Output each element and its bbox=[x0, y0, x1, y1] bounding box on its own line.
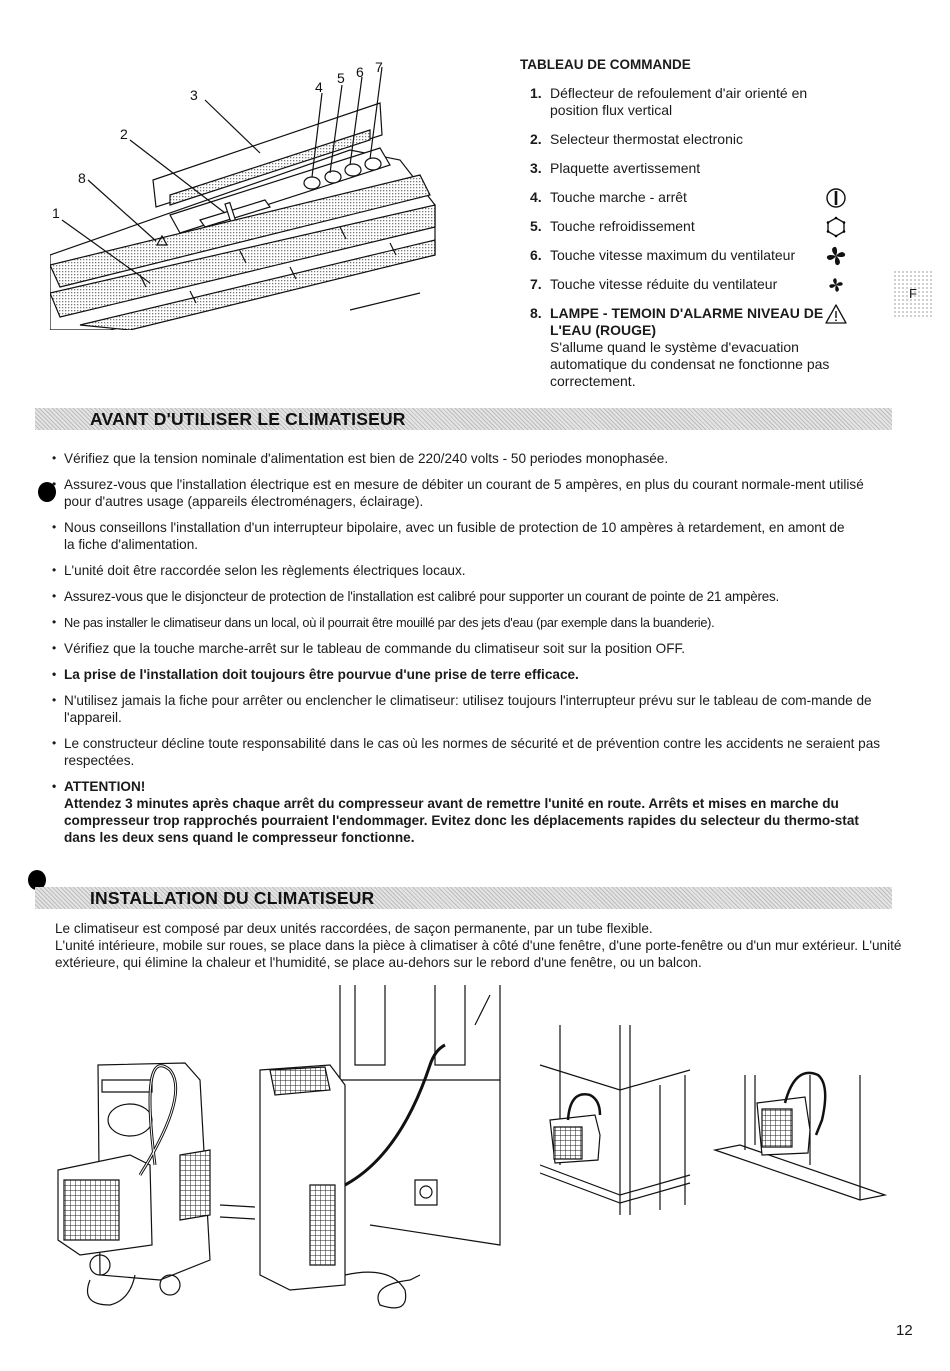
bullet-item: • N'utilisez jamais la fiche pour arrêter ou enclencher le climatiseur: utilisez toujours l'interrupteur prévu sur le tableau de com-mande de l'appareil. bbox=[52, 692, 894, 726]
bullet-item: • Vérifiez que la tension nominale d'alimentation est bien de 220/240 volts - 50 periodes monophasée. bbox=[52, 450, 902, 467]
callout-5: 5 bbox=[337, 70, 345, 86]
bullet-item: • Vérifiez que la touche marche-arrêt sur le tableau de commande du climatiseur soit sur la position OFF. bbox=[52, 640, 902, 657]
legend-text: Déflecteur de refoulement d'air orienté en position flux vertical bbox=[550, 85, 808, 118]
bullet-list bbox=[52, 450, 902, 846]
callout-6: 6 bbox=[356, 64, 364, 80]
callout-4: 4 bbox=[315, 79, 323, 95]
legend-number: 6. bbox=[530, 247, 542, 263]
callout-3: 3 bbox=[190, 87, 198, 103]
legend-item bbox=[520, 85, 860, 119]
indoor-unit-by-window bbox=[220, 985, 500, 1308]
bullet-item: • La prise de l'installation doit toujours être pourvue d'une prise de terre efficace. bbox=[52, 666, 902, 683]
legend-item bbox=[520, 247, 860, 264]
control-panel-illustration bbox=[50, 55, 460, 330]
section-title: INSTALLATION DU CLIMATISEUR bbox=[90, 888, 375, 908]
legend-item bbox=[520, 160, 860, 177]
fan-large-icon bbox=[825, 245, 847, 267]
legend-number: 2. bbox=[530, 131, 542, 147]
bullet-item: • Assurez-vous que le disjoncteur de protection de l'installation est calibré pour supporter un courant de pointe de 21 ampères. bbox=[52, 588, 902, 605]
bullet-item: • Ne pas installer le climatiseur dans un local, où il pourrait être mouillé par des jets d'eau (par exemple dans la buanderie). bbox=[52, 614, 902, 631]
cooling-hexagon-icon bbox=[825, 216, 847, 238]
legend-text: Touche refroidissement bbox=[550, 218, 695, 234]
legend-text: Selecteur thermostat electronic bbox=[550, 131, 743, 147]
attention-text: Attendez 3 minutes après chaque arrêt du compresseur avant de remettre l'unité en route. Arrêts et mises en marche du compresseur trop rapprochés pourraient l'endommager. Evitez donc les déplacements rapides du selecteur du thermo-stat dans les deux sens quand le compresseur fonctionne. bbox=[64, 796, 859, 845]
bullet-item: • L'unité doit être raccordée selon les règlements électriques locaux. bbox=[52, 562, 902, 579]
legend-alarm-text: S'allume quand le système d'evacuation automatique du condensat ne fonctionne pas correctement. bbox=[550, 339, 830, 389]
legend-item bbox=[520, 276, 860, 293]
callout-2: 2 bbox=[120, 126, 128, 142]
warning-triangle-icon bbox=[825, 303, 847, 325]
outdoor-unit-on-window-frame bbox=[540, 1025, 690, 1215]
installation-text bbox=[55, 920, 905, 971]
legend-text: Touche vitesse maximum du ventilateur bbox=[550, 247, 796, 263]
language-tab: F bbox=[893, 270, 933, 318]
control-panel-legend bbox=[520, 56, 860, 402]
callout-1: 1 bbox=[52, 205, 60, 221]
installation-illustrations bbox=[40, 985, 900, 1315]
legend-item bbox=[520, 131, 860, 148]
section-header-avant bbox=[35, 408, 892, 430]
attention-title: • ATTENTION! bbox=[52, 778, 902, 795]
fan-small-icon bbox=[825, 274, 847, 296]
legend-item bbox=[520, 189, 860, 206]
section-title: AVANT D'UTILISER LE CLIMATISEUR bbox=[90, 409, 406, 429]
legend-number: 3. bbox=[530, 160, 542, 176]
section-header-installation bbox=[35, 887, 892, 909]
bullet-item: • Nous conseillons l'installation d'un interrupteur bipolaire, avec un fusible de protection de 10 ampères à retardement, en amont de la fiche d'alimentation. bbox=[52, 519, 854, 553]
legend-number: 5. bbox=[530, 218, 542, 234]
legend-number: 4. bbox=[530, 189, 542, 205]
legend-text: Touche marche - arrêt bbox=[550, 189, 687, 205]
indoor-unit-with-outdoor-unit-on-trolley bbox=[58, 1063, 210, 1305]
callout-8: 8 bbox=[78, 170, 86, 186]
legend-item bbox=[520, 218, 860, 235]
paragraph: Le climatiseur est composé par deux unités raccordées, de saçon permanente, par un tube flexible. bbox=[55, 921, 653, 936]
legend-number: 1. bbox=[530, 85, 542, 101]
callout-7: 7 bbox=[375, 59, 383, 75]
bullet-item: • Assurez-vous que l'installation électrique est en mesure de débiter un courant de 5 ampères, en plus du courant normale-ment utilisé pour d'autres usage (appareils électroménagers, éclairage). bbox=[52, 476, 884, 510]
legend-text: Touche vitesse réduite du ventilateur bbox=[550, 276, 778, 292]
legend-title: TABLEAU DE COMMANDE bbox=[520, 57, 691, 72]
power-icon bbox=[825, 187, 847, 209]
page-number: 12 bbox=[896, 1322, 913, 1339]
legend-alarm-title: LAMPE - TEMOIN D'ALARME NIVEAU DE L'EAU (ROUGE) bbox=[550, 305, 824, 338]
legend-text: Plaquette avertissement bbox=[550, 160, 701, 176]
legend-number: 7. bbox=[530, 276, 542, 292]
legend-text-block bbox=[550, 305, 830, 390]
bullet-item: • Le constructeur décline toute responsabilité dans le cas où les normes de sécurité et de prévention contre les accidents ne seraient pas respectées. bbox=[52, 735, 894, 769]
legend-item bbox=[520, 305, 860, 390]
legend-number: 8. bbox=[530, 305, 542, 321]
outdoor-unit-on-window-sill bbox=[715, 1073, 885, 1200]
paragraph: L'unité intérieure, mobile sur roues, se place dans la pièce à climatiser à côté d'une fenêtre, d'une porte-fenêtre ou d'un mur extérieur. L'unité extérieure, qui élimine la chaleur et l'humidité, se place au-dehors sur le rebord d'une fenêtre, ou un balcon. bbox=[55, 938, 902, 970]
